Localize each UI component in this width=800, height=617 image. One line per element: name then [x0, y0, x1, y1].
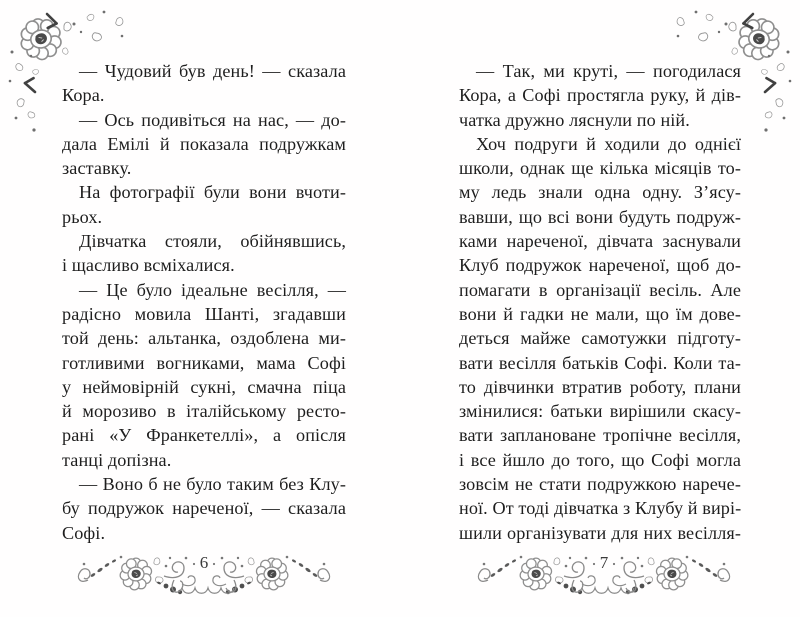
page-number-right: 7 [599, 553, 609, 572]
text-line: Дівчатка стояли, обійнявшись, [79, 231, 346, 252]
page-number-left: 6 [199, 553, 209, 572]
page-left-text [62, 59, 346, 545]
text-line: той день: альтанка, оздоблена ми- [62, 328, 346, 349]
text-line: заставку. [62, 158, 132, 179]
text-line: помагати в організації весіль. Але [459, 279, 741, 300]
text-line: вати заплановане тропічне весілля, [459, 425, 741, 446]
text-line: і щасливо всміхалися. [62, 255, 235, 276]
text-line: бу подружок нареченої, — сказала [62, 498, 346, 519]
text-line: деться майже самотужки підготу- [459, 328, 741, 349]
text-line: Кора, а Софі простягла руку, й дів- [459, 85, 741, 106]
text-line: дала Емілі й показала подружкам [62, 133, 346, 154]
text-line: зовсім не стати подружкою нарече- [459, 474, 741, 495]
text-line: й морозиво в італійському ресто- [62, 401, 346, 422]
text-line: Кора. [62, 85, 105, 106]
text-line: ками нареченої, дівчата заснували [459, 231, 741, 252]
text-line: школи, однак ще кілька місяців то- [459, 158, 741, 179]
text-line: На фотографії були вони вчоти- [79, 182, 346, 203]
page-right-text [459, 59, 741, 545]
text-line: вати весілля батьків Софі. Коли та- [459, 352, 741, 373]
text-line: танці допізна. [62, 449, 172, 470]
text-line: — Воно б не було таким без Клу- [79, 474, 346, 495]
text-line: змінилися: батьки вирішили скасу- [459, 401, 741, 422]
text-line: шили організувати для них весілля- [459, 522, 741, 543]
text-line: рані «У Франкетеллі», а опісля [62, 425, 346, 446]
text-line: рьох. [62, 206, 103, 227]
text-line: — Чудовий був день! — сказала [79, 61, 346, 81]
text-line: Хоч подруги й ходили до однієї [476, 133, 741, 154]
text-line: готливими вогниками, мама Софі [62, 352, 346, 373]
text-line: — Ось подивіться на нас, — до- [79, 109, 346, 130]
text-line: у неймовірній сукні, смачна піца [62, 376, 346, 397]
text-line: — Це було ідеальне весілля, — [79, 279, 346, 300]
text-line: радісно мовила Шанті, згадавши [62, 303, 346, 324]
text-line: Клуб подружок нареченої, щоб до- [459, 255, 741, 276]
text-line: — Так, ми круті, — погодилася [476, 61, 741, 81]
text-line: вавши, що всі вони будуть подруж- [459, 206, 741, 227]
text-line: і все йшло до того, що Софі могла [459, 449, 741, 470]
text-line: Софі. [62, 522, 106, 543]
text-line: му ледь знали одна одну. З’ясу- [459, 182, 741, 203]
text-line: вони й гадки не мали, що їм дове- [459, 303, 741, 324]
text-line: чатка дружно ляснули по ній. [459, 109, 690, 130]
text-line: то дівчинки втратив роботу, плани [459, 376, 741, 397]
text-line: ної. От тоді дівчатка з Клубу й вирі- [459, 498, 742, 519]
